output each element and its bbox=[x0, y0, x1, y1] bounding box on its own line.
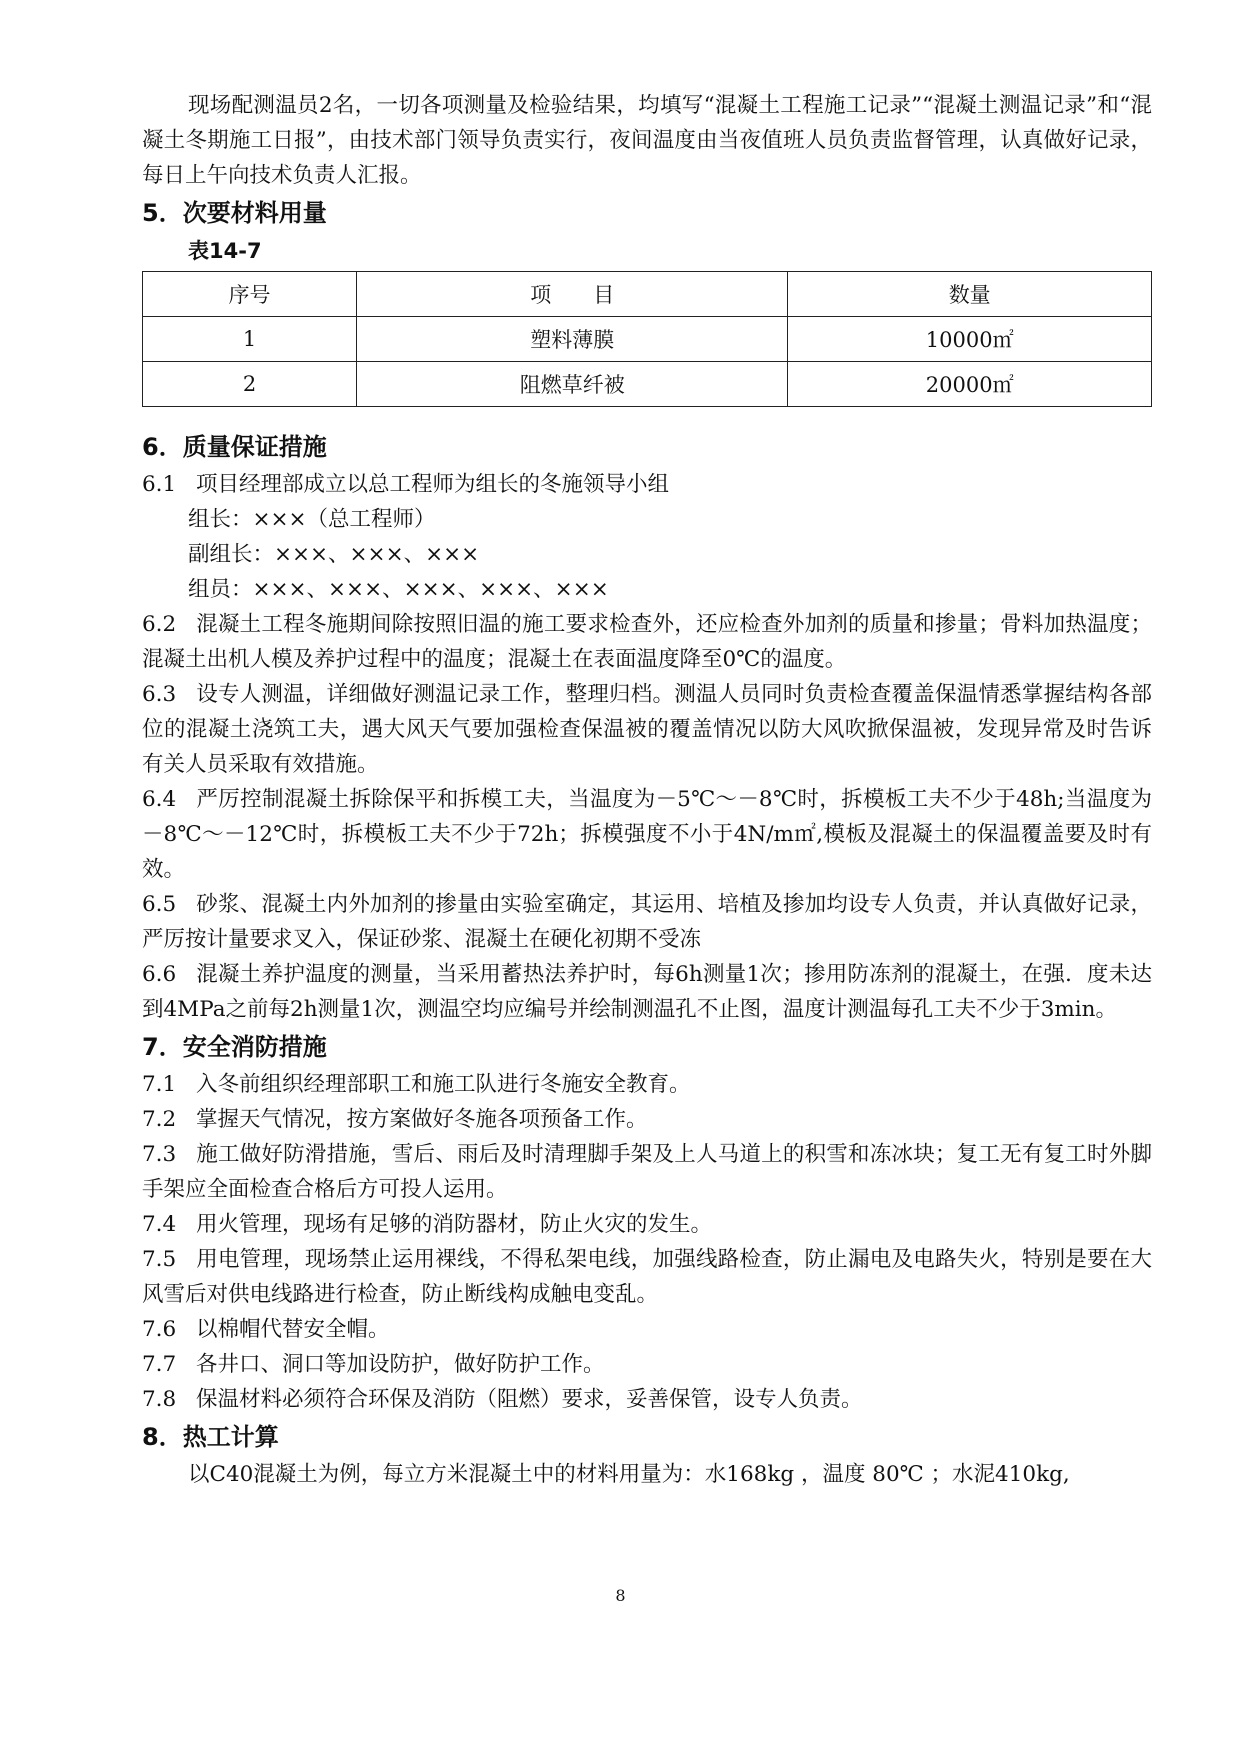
section5-heading: 5．次要材料用量 bbox=[142, 199, 327, 227]
item-6-6: 6.6 混凝土养护温度的测量，当采用蓄热法养护时，每6h测量1次；掺用防冻剂的混凝土，在强．度未达到4MPa之前每2h测量1次，测温空均应编号并绘制测温孔不止图，温度计测温每孔工夫不少于3min。 bbox=[142, 962, 1152, 1022]
table-caption: 表14-7 bbox=[188, 239, 262, 263]
table-row bbox=[143, 317, 1152, 362]
cell-index: 2 bbox=[143, 362, 357, 407]
vice-leader-line: 副组长：×××、×××、××× bbox=[188, 542, 480, 567]
item-6-4: 6.4 严厉控制混凝土拆除保平和拆模工夫，当温度为－5℃～－8℃时，拆模板工夫不少于48h;当温度为－8℃～－12℃时，拆模板工夫不少于72h；拆模强度不小于4N/m㎡,模板及混凝土的保温覆盖要及时有效。 bbox=[142, 787, 1152, 882]
table-row bbox=[143, 362, 1152, 407]
item-7-6: 7.6 以棉帽代替安全帽。 bbox=[142, 1317, 390, 1342]
section8-heading: 8．热工计算 bbox=[142, 1423, 279, 1451]
item-6-3: 6.3 设专人测温，详细做好测温记录工作，整理归档。测温人员同时负责检查覆盖保温情悉掌握结构各部位的混凝土浇筑工夫，遇大风天气要加强检查保温被的覆盖情况以防大风吹掀保温被，发现异常及时告诉有关人员采取有效措施。 bbox=[142, 682, 1152, 777]
cell-item: 塑料薄膜 bbox=[357, 317, 788, 362]
item-6-2: 6.2 混凝土工程冬施期间除按照旧温的施工要求检查外，还应检查外加剂的质量和掺量；骨料加热温度；混凝土出机人模及养护过程中的温度；混凝土在表面温度降至0℃的温度。 bbox=[142, 612, 1152, 672]
cell-item: 阻燃草纤被 bbox=[357, 362, 788, 407]
page-number: 8 bbox=[615, 1586, 626, 1605]
materials-table bbox=[142, 271, 1152, 407]
header-quantity: 数量 bbox=[788, 272, 1152, 317]
item-7-2: 7.2 掌握天气情况，按方案做好冬施各项预备工作。 bbox=[142, 1107, 648, 1132]
document-page bbox=[142, 88, 1152, 1492]
item-7-1: 7.1 入冬前组织经理部职工和施工队进行冬施安全教育。 bbox=[142, 1072, 691, 1097]
item-7-5: 7.5 用电管理，现场禁止运用裸线，不得私架电线，加强线路检查，防止漏电及电路失火，特别是要在大风雪后对供电线路进行检查，防止断线构成触电变乱。 bbox=[142, 1247, 1152, 1307]
item-7-7: 7.7 各井口、洞口等加设防护，做好防护工作。 bbox=[142, 1352, 605, 1377]
item-7-4: 7.4 用火管理，现场有足够的消防器材，防止火灾的发生。 bbox=[142, 1212, 713, 1237]
table-header-row bbox=[143, 272, 1152, 317]
cell-index: 1 bbox=[143, 317, 357, 362]
leader-line: 组长：×××（总工程师） bbox=[188, 507, 436, 532]
members-line: 组员：×××、×××、×××、×××、××× bbox=[188, 577, 609, 602]
section6-heading: 6．质量保证措施 bbox=[142, 433, 327, 461]
section8-text: 以C40混凝土为例，每立方米混凝土中的材料用量为：水168kg ，温度 80℃ ；水泥410kg, bbox=[188, 1462, 1070, 1487]
section7-heading: 7．安全消防措施 bbox=[142, 1033, 327, 1061]
intro-paragraph: 现场配测温员2名，一切各项测量及检验结果，均填写“混凝土工程施工记录”“混凝土测温记录”和“混凝土冬期施工日报”，由技术部门领导负责实行，夜间温度由当夜值班人员负责监督管理，认真做好记录，每日上午向技术负责人汇报。 bbox=[142, 93, 1152, 188]
item-7-3: 7.3 施工做好防滑措施，雪后、雨后及时清理脚手架及上人马道上的积雪和冻冰块；复工无有复工时外脚手架应全面检查合格后方可投人运用。 bbox=[142, 1142, 1152, 1202]
item-6-1: 6.1 项目经理部成立以总工程师为组长的冬施领导小组 bbox=[142, 472, 670, 497]
header-index: 序号 bbox=[143, 272, 357, 317]
cell-quantity: 10000㎡ bbox=[788, 317, 1152, 362]
item-7-8: 7.8 保温材料必须符合环保及消防（阻燃）要求，妥善保管，设专人负责。 bbox=[142, 1387, 863, 1412]
cell-quantity: 20000㎡ bbox=[788, 362, 1152, 407]
header-item: 项 目 bbox=[357, 272, 788, 317]
item-6-5: 6.5 砂浆、混凝土内外加剂的掺量由实验室确定，其运用、培植及掺加均设专人负责，并认真做好记录，严厉按计量要求叉入，保证砂浆、混凝土在硬化初期不受冻 bbox=[142, 892, 1152, 952]
